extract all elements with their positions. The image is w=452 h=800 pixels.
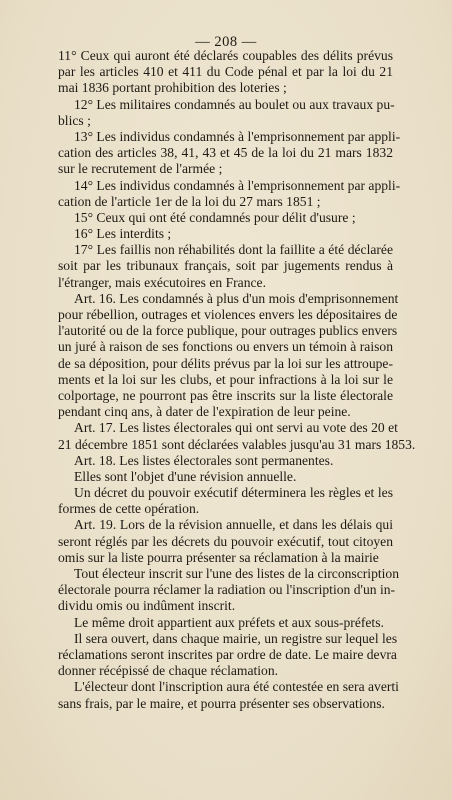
text-line	[58, 469, 393, 485]
text-line-content: sur le recrutement de l'armée ;	[58, 161, 223, 177]
text-line-content: l'étranger, mais exécutoires en France.	[58, 274, 266, 290]
text-line	[58, 566, 400, 582]
text-line-content: pendant cinq ans, à dater de l'expiration de leur peine.	[58, 404, 351, 420]
text-line-content: formes de cette opération.	[58, 501, 200, 517]
text-line-content: cation de l'article 1er de la loi du 27 mars 1851 ;	[58, 193, 321, 209]
text-line-content: omis sur la liste pourra présenter sa réclamation à la mairie	[58, 549, 379, 565]
text-line	[58, 113, 393, 129]
text-line-content: sans frais, par le maire, et pourra présenter ses observations.	[58, 695, 385, 711]
text-line	[58, 307, 398, 323]
text-line-content: 21 décembre 1851 sont déclarées valables jusqu'au 31 mars 1853.	[58, 436, 416, 452]
text-line	[58, 517, 393, 533]
text-line-content: Il sera ouvert, dans chaque mairie, un registre sur lequel les	[74, 630, 398, 646]
text-line-content: Art. 17. Les listes électorales qui ont servi au vote des 20 et	[74, 420, 398, 436]
text-line-content: électorale pourra réclamer la radiation ou l'inscription d'un in-	[58, 582, 396, 598]
text-line	[58, 372, 393, 388]
text-line	[58, 679, 399, 695]
page-number: — 208 —	[195, 34, 257, 50]
text-line	[58, 356, 393, 372]
text-line	[58, 339, 393, 355]
text-line-content: par les articles 410 et 411 du Code pénal et par la loi du 21	[58, 64, 393, 80]
text-line-content: pour rébellion, outrages et violences envers les dépositaires de	[58, 307, 398, 322]
text-line-content: Un décret du pouvoir exécutif déterminera les règles et les	[74, 485, 393, 501]
text-line	[58, 485, 393, 501]
text-line-content: seront réglés par les décrets du pouvoir exécutif, tout citoyen	[58, 533, 393, 549]
text-line-content: Art. 18. Les listes électorales sont permanentes.	[74, 452, 334, 468]
text-line	[58, 598, 393, 614]
text-line-content: de sa déposition, pour délits prévus par la loi sur les attroupe-	[58, 355, 393, 371]
text-line-content: cation des articles 38, 41, 43 et 45 de la loi du 21 mars 1832	[58, 145, 393, 161]
text-line-content: dividu omis ou indûment inscrit.	[58, 598, 236, 614]
text-line-content: Le même droit appartient aux préfets et aux sous-préfets.	[74, 614, 384, 630]
text-line	[58, 177, 401, 194]
text-line	[58, 258, 393, 274]
text-line-content: Tout électeur inscrit sur l'une des listes de la circonscription	[74, 566, 400, 581]
text-line-content: ments et la loi sur les clubs, et pour infractions à la loi sur le	[58, 371, 393, 387]
text-line	[58, 615, 393, 631]
text-line-content: 13° Les individus condamnés à l'emprisonnement par appli-	[74, 128, 401, 144]
text-line-content: blics ;	[58, 112, 91, 128]
text-line	[58, 226, 393, 242]
text-line	[58, 582, 396, 598]
text-line-content: Art. 16. Les condamnés à plus d'un mois d'emprisonnement	[74, 290, 399, 306]
text-line-content: colportage, ne pourront pas être inscrits sur la liste électorale	[58, 387, 393, 403]
text-line	[58, 194, 393, 210]
text-line	[58, 80, 393, 96]
text-line	[58, 275, 393, 291]
text-line	[58, 388, 393, 404]
text-line	[58, 420, 398, 436]
text-line-content: l'autorité ou de la force publique, pour outrages publics envers	[58, 323, 398, 339]
text-line-content: 16° Les interdits ;	[74, 226, 172, 242]
text-line	[58, 242, 393, 258]
text-line	[58, 663, 393, 679]
text-line-content: mai 1836 portant prohibition des loteries ;	[58, 80, 287, 96]
text-line	[58, 64, 393, 80]
text-line-content: 12° Les militaires condamnés au boulet ou aux travaux pu-	[74, 96, 395, 112]
text-line	[58, 323, 398, 339]
text-line-content: soit par les tribunaux français, soit par jugements rendus à	[58, 258, 393, 274]
text-line-content: 17° Les faillis non réhabilités dont la faillite a été déclarée	[74, 242, 393, 258]
text-line	[58, 97, 393, 113]
text-line	[58, 550, 393, 566]
text-line	[58, 290, 399, 307]
text-line-content: 15° Ceux qui ont été condamnés pour délit d'usure ;	[74, 209, 356, 225]
text-line	[58, 48, 393, 64]
text-line-content: un juré à raison de ses fonctions ou envers un témoin à raison	[58, 339, 393, 355]
text-line	[58, 453, 393, 469]
text-line-content: 11° Ceux qui auront été déclarés coupables des délits prévus	[58, 48, 393, 63]
text-line-content: Art. 19. Lors de la révision annuelle, et dans les délais qui	[74, 517, 393, 533]
body-text	[58, 48, 416, 712]
text-line-content: réclamations seront inscrites par ordre de date. Le maire devra	[58, 646, 397, 662]
text-line	[58, 696, 393, 712]
text-line-content: Elles sont l'objet d'une révision annuelle.	[74, 468, 297, 484]
text-line	[58, 145, 393, 161]
text-line	[58, 210, 393, 226]
text-line-content: donner récépissé de chaque réclamation.	[58, 663, 279, 679]
text-line	[58, 646, 397, 663]
text-line	[58, 161, 393, 177]
text-line-content: L'électeur dont l'inscription aura été contestée en sera averti	[74, 679, 399, 695]
text-line	[58, 436, 416, 453]
text-line	[58, 128, 401, 145]
text-line	[58, 404, 393, 420]
text-line	[58, 501, 393, 517]
text-line	[58, 534, 393, 550]
text-line	[58, 630, 398, 647]
text-line-content: 14° Les individus condamnés à l'emprisonnement par appli-	[74, 177, 401, 193]
